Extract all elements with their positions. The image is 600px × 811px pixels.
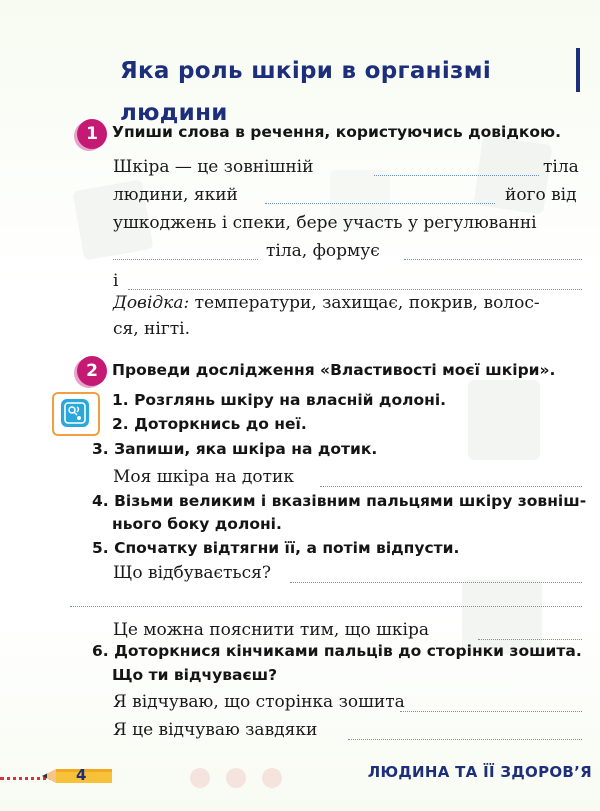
- task-2-step-6-line-2: Що ти відчуваєш?: [112, 666, 278, 684]
- task-2-step-4-line-2: нього боку долоні.: [112, 515, 282, 533]
- footer-section-title: ЛЮДИНА ТА ЇЇ ЗДОРОВ’Я: [367, 763, 592, 781]
- research-icon: [52, 392, 100, 436]
- task-1-blank-4[interactable]: [404, 259, 582, 260]
- task-2-step-3-blank[interactable]: [320, 486, 582, 487]
- task-2-number-badge: 2: [77, 356, 107, 386]
- task-2-step-5: 5. Спочатку відтягни її, а потім відпусти.: [92, 539, 460, 557]
- task-2-step-5-blank-1[interactable]: [290, 582, 582, 583]
- task-2-step-2: 2. Доторкнись до неї.: [112, 415, 307, 433]
- task-2-feel-because: Я це відчуваю завдяки: [113, 720, 318, 740]
- research-icon-fill: [61, 399, 89, 427]
- task-2-step-3-answer-start: Моя шкіра на дотик: [113, 467, 294, 487]
- task-2-instruction: Проведи дослідження «Властивості моєї шкіри».: [112, 361, 556, 379]
- task-1-blank-2[interactable]: [265, 203, 495, 204]
- hint-text: температури, захищає, покрив, волос-: [189, 293, 540, 313]
- background-ghost-shape: [468, 380, 540, 460]
- task-1-line-2-end: його від: [505, 185, 577, 205]
- decorative-circle: [190, 768, 210, 788]
- task-1-line-1-start: Шкіра — це зовнішній: [113, 157, 314, 177]
- task-2-step-1: 1. Розглянь шкіру на власній долоні.: [112, 391, 447, 409]
- task-1-number-badge: 1: [77, 119, 107, 149]
- task-1-line-1-end: тіла: [543, 157, 579, 177]
- task-1-line-5-start: і: [113, 271, 119, 291]
- task-2-step-6-line-1: 6. Доторкнися кінчиками пальців до сторінки зошита.: [92, 642, 582, 660]
- title-accent-bar: [576, 48, 580, 92]
- search-icon: [61, 399, 89, 427]
- task-1-blank-1[interactable]: [374, 175, 539, 176]
- task-2-explain-start: Це можна пояснити тим, що шкіра: [113, 620, 429, 640]
- task-1-line-2-start: людини, який: [113, 185, 238, 205]
- task-2-step-5-blank-2[interactable]: [70, 606, 582, 607]
- page-number: 4: [76, 766, 87, 784]
- task-1-line-4: тіла, формує: [266, 241, 380, 261]
- hint-label: Довідка:: [113, 293, 190, 313]
- task-2-feel-start: Я відчуваю, що сторінка зошита: [113, 692, 405, 712]
- task-2-step-4-line-1: 4. Візьми великим і вказівним пальцями шкіру зовніш-: [92, 492, 587, 510]
- task-1-blank-3[interactable]: [113, 259, 258, 260]
- task-1-line-3: ушкоджень і спеки, бере участь у регулюванні: [113, 213, 537, 233]
- task-2-because-blank[interactable]: [348, 739, 582, 740]
- task-1-hint-continuation: ся, нігті.: [113, 319, 190, 339]
- task-2-step-3: 3. Запиши, яка шкіра на дотик.: [92, 440, 378, 458]
- decorative-circle: [226, 768, 246, 788]
- task-2-feel-blank[interactable]: [400, 711, 582, 712]
- task-2-step-5-question: Що відбувається?: [113, 563, 271, 583]
- page-title: Яка роль шкіри в організмі людини: [120, 58, 492, 126]
- decorative-circle: [262, 768, 282, 788]
- task-1-instruction: Упиши слова в речення, користуючись довідкою.: [112, 123, 562, 141]
- task-1-hint: [113, 290, 583, 316]
